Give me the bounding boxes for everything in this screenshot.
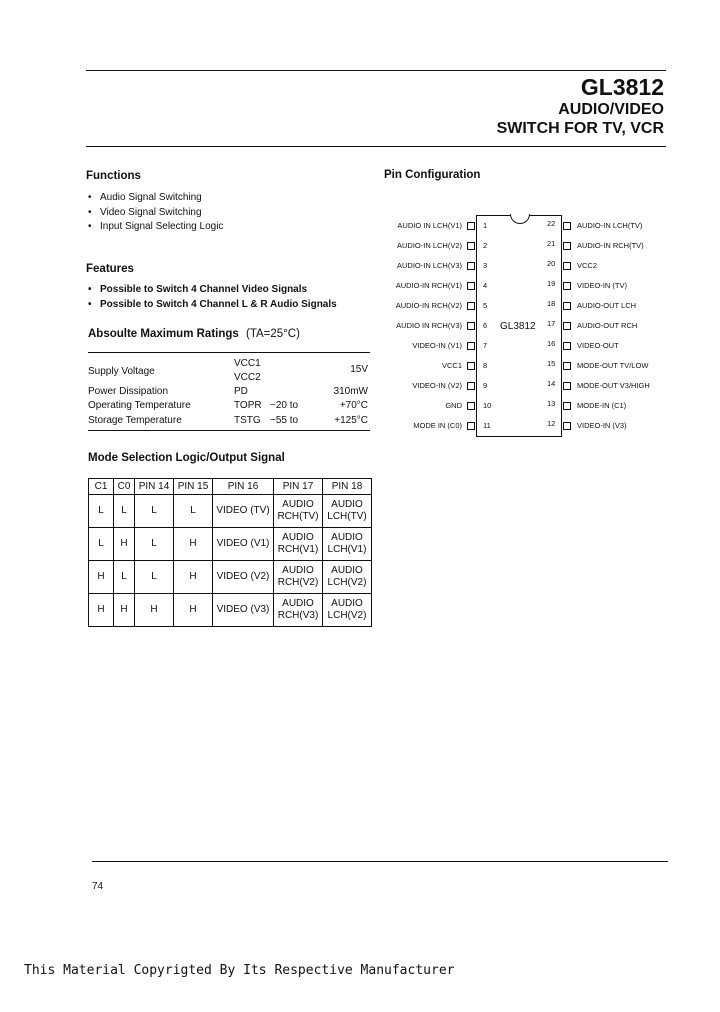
pin-label: GND xyxy=(445,401,462,410)
pin-label: AUDIO IN LCH(V1) xyxy=(397,221,462,230)
page-number: 74 xyxy=(92,881,104,892)
list-item: • Possible to Switch 4 Channel L & R Audio Signals xyxy=(86,297,337,312)
col-header: PIN 18 xyxy=(323,479,372,495)
pin-number: 19 xyxy=(547,279,556,288)
subtitle-line1: AUDIO/VIDEO xyxy=(558,101,664,118)
pin-box xyxy=(563,382,571,390)
pin-label: VIDEO-IN (V3) xyxy=(577,421,627,430)
cell: VIDEO (V2) xyxy=(213,561,274,594)
list-item: • Audio Signal Switching xyxy=(86,191,223,206)
chip-label: GL3812 xyxy=(500,321,536,332)
cell xyxy=(274,495,323,528)
cell-line: RCH(V1) xyxy=(277,544,319,555)
pin-label: AUDIO-IN LCH(V3) xyxy=(396,261,462,270)
cell xyxy=(323,594,372,627)
cell: H xyxy=(89,594,114,627)
cell: L xyxy=(135,495,174,528)
cell: H xyxy=(114,594,135,627)
subtitle-line2: SWITCH FOR TV, VCR xyxy=(496,120,664,137)
pin-box xyxy=(467,262,475,270)
top-rule xyxy=(86,70,666,71)
pin-config-heading: Pin Configuration xyxy=(384,169,481,181)
pin-label: VCC1 xyxy=(441,361,462,370)
cell-line: LCH(V2) xyxy=(327,577,367,588)
pin-box xyxy=(467,302,475,310)
pin-box xyxy=(467,282,475,290)
cell xyxy=(323,528,372,561)
pin-label: VIDEO-IN (V2) xyxy=(412,381,462,390)
pin-box xyxy=(467,242,475,250)
pin-label: AUDIO-IN LCH(V2) xyxy=(396,241,462,250)
ratings-heading xyxy=(88,328,300,340)
pin-number: 17 xyxy=(547,319,556,328)
rating-symbol: PD xyxy=(234,386,248,397)
pin-box xyxy=(563,362,571,370)
table-row xyxy=(89,495,372,528)
copyright-footer: This Material Copyrigted By Its Respective Manufacturer xyxy=(24,963,455,978)
cell: H xyxy=(174,561,213,594)
list-item: • Possible to Switch 4 Channel Video Signals xyxy=(86,282,337,297)
pin-number: 18 xyxy=(547,299,556,308)
cell: L xyxy=(89,495,114,528)
features-list xyxy=(86,282,337,312)
ratings-title: Absoulte Maximum Ratings xyxy=(88,328,239,340)
pin-number: 9 xyxy=(483,381,488,390)
cell-line: RCH(V3) xyxy=(277,610,319,621)
pin-label: AUDIO-OUT RCH xyxy=(577,321,638,330)
pin-number: 11 xyxy=(483,421,491,430)
pin-number: 5 xyxy=(483,301,488,310)
pin-label: AUDIO-IN RCH(TV) xyxy=(577,241,644,250)
pin-label: MODE IN (C0) xyxy=(413,421,462,430)
pin-box xyxy=(563,242,571,250)
pin-box xyxy=(467,402,475,410)
cell-line: LCH(TV) xyxy=(327,511,367,522)
table-row xyxy=(89,561,372,594)
cell-line: AUDIO xyxy=(282,598,314,609)
cell-line: LCH(V1) xyxy=(327,544,367,555)
cell-line: AUDIO xyxy=(282,499,314,510)
rating-value: +70°C xyxy=(339,400,368,411)
ratings-bottom-rule xyxy=(88,430,370,431)
rating-min: −20 to xyxy=(270,400,299,411)
rating-symbol2: VCC2 xyxy=(234,372,261,383)
rating-value: 310mW xyxy=(333,386,368,397)
ratings-condition: (TA=25°C) xyxy=(246,328,300,340)
col-header: PIN 14 xyxy=(135,479,174,495)
rating-symbol: TOPR xyxy=(234,400,262,411)
rating-param: Storage Temperature xyxy=(88,415,182,426)
pin-number: 20 xyxy=(547,259,556,268)
pin-box xyxy=(563,322,571,330)
cell-line: AUDIO xyxy=(282,532,314,543)
cell: H xyxy=(174,528,213,561)
pin-label: AUDIO-IN LCH(TV) xyxy=(577,221,643,230)
table-header-row xyxy=(89,479,372,495)
pin-label: AUDIO IN RCH(V3) xyxy=(396,321,462,330)
pin-label: AUDIO-IN RCH(V2) xyxy=(395,301,462,310)
pin-box xyxy=(563,222,571,230)
pin-number: 16 xyxy=(547,339,556,348)
rating-param: Operating Temperature xyxy=(88,400,191,411)
rating-symbol: TSTG xyxy=(234,415,261,426)
col-header: PIN 17 xyxy=(274,479,323,495)
pin-label: VIDEO-IN (V1) xyxy=(412,341,462,350)
rating-value: 15V xyxy=(350,364,368,375)
cell: L xyxy=(135,561,174,594)
pin-box xyxy=(467,222,475,230)
pin-number: 1 xyxy=(483,221,488,230)
pin-label: AUDIO-OUT LCH xyxy=(577,301,637,310)
cell: L xyxy=(89,528,114,561)
pin-box xyxy=(467,342,475,350)
cell: L xyxy=(135,528,174,561)
pin-box xyxy=(563,342,571,350)
pin-label: VIDEO-IN (TV) xyxy=(577,281,627,290)
functions-list xyxy=(86,191,223,235)
list-item: • Video Signal Switching xyxy=(86,206,223,221)
features-heading: Features xyxy=(86,263,134,275)
cell: L xyxy=(114,495,135,528)
pin-number: 12 xyxy=(547,419,556,428)
pin-number: 3 xyxy=(483,261,488,270)
cell: VIDEO (TV) xyxy=(213,495,274,528)
pin-label: VIDEO-OUT xyxy=(577,341,619,350)
pin-box xyxy=(563,302,571,310)
pin-number: 8 xyxy=(483,361,488,370)
table-row xyxy=(89,594,372,627)
table-row xyxy=(89,528,372,561)
pin-label: MODE-OUT TV/LOW xyxy=(577,361,649,370)
col-header: C0 xyxy=(114,479,135,495)
pin-box xyxy=(563,262,571,270)
pin-number: 6 xyxy=(483,321,488,330)
pin-number: 13 xyxy=(547,399,556,408)
pin-box xyxy=(563,402,571,410)
cell xyxy=(323,495,372,528)
cell: L xyxy=(114,561,135,594)
cell-line: AUDIO xyxy=(282,565,314,576)
pin-label: AUDIO-IN RCH(V1) xyxy=(395,281,462,290)
functions-heading: Functions xyxy=(86,170,141,182)
cell-line: RCH(V2) xyxy=(277,577,319,588)
rating-value: +125°C xyxy=(334,415,368,426)
rating-min: −55 to xyxy=(270,415,299,426)
cell: H xyxy=(135,594,174,627)
cell xyxy=(323,561,372,594)
pin-number: 2 xyxy=(483,241,488,250)
rating-param: Power Dissipation xyxy=(88,386,169,397)
cell: H xyxy=(114,528,135,561)
cell: VIDEO (V3) xyxy=(213,594,274,627)
cell-line: RCH(TV) xyxy=(277,511,319,522)
pin-label: MODE-OUT V3/HIGH xyxy=(577,381,650,390)
pin-number: 21 xyxy=(547,239,556,248)
pin-label: VCC2 xyxy=(577,261,598,270)
pin-box xyxy=(467,382,475,390)
cell: L xyxy=(174,495,213,528)
part-number: GL3812 xyxy=(580,74,664,100)
pin-number: 14 xyxy=(547,379,556,388)
pin-label: MODE-IN (C1) xyxy=(577,401,627,410)
rating-symbol: VCC1 xyxy=(234,358,261,369)
title-rule xyxy=(86,146,666,147)
pin-box xyxy=(563,422,571,430)
list-item: • Input Signal Selecting Logic xyxy=(86,220,223,235)
col-header: PIN 15 xyxy=(174,479,213,495)
cell: H xyxy=(174,594,213,627)
pin-number: 4 xyxy=(483,281,488,290)
pin-number: 22 xyxy=(547,219,556,228)
mode-table xyxy=(88,478,372,627)
cell-line: AUDIO xyxy=(331,598,363,609)
rating-param: Supply Voltage xyxy=(88,366,155,377)
pin-box xyxy=(467,362,475,370)
pin-number: 15 xyxy=(547,359,556,368)
cell: H xyxy=(89,561,114,594)
col-header: PIN 16 xyxy=(213,479,274,495)
cell: VIDEO (V1) xyxy=(213,528,274,561)
pin-box xyxy=(467,322,475,330)
col-header: C1 xyxy=(89,479,114,495)
cell xyxy=(274,561,323,594)
cell-line: AUDIO xyxy=(331,499,363,510)
cell-line: AUDIO xyxy=(331,565,363,576)
cell xyxy=(274,528,323,561)
cell xyxy=(274,594,323,627)
mode-table-heading: Mode Selection Logic/Output Signal xyxy=(88,452,285,464)
pin-box xyxy=(563,282,571,290)
cell-line: AUDIO xyxy=(331,532,363,543)
pin-number: 7 xyxy=(483,341,488,350)
ratings-rule xyxy=(88,352,370,353)
bottom-rule xyxy=(92,861,668,862)
pin-box xyxy=(467,422,475,430)
pin-number: 10 xyxy=(483,401,492,410)
cell-line: LCH(V2) xyxy=(327,610,367,621)
